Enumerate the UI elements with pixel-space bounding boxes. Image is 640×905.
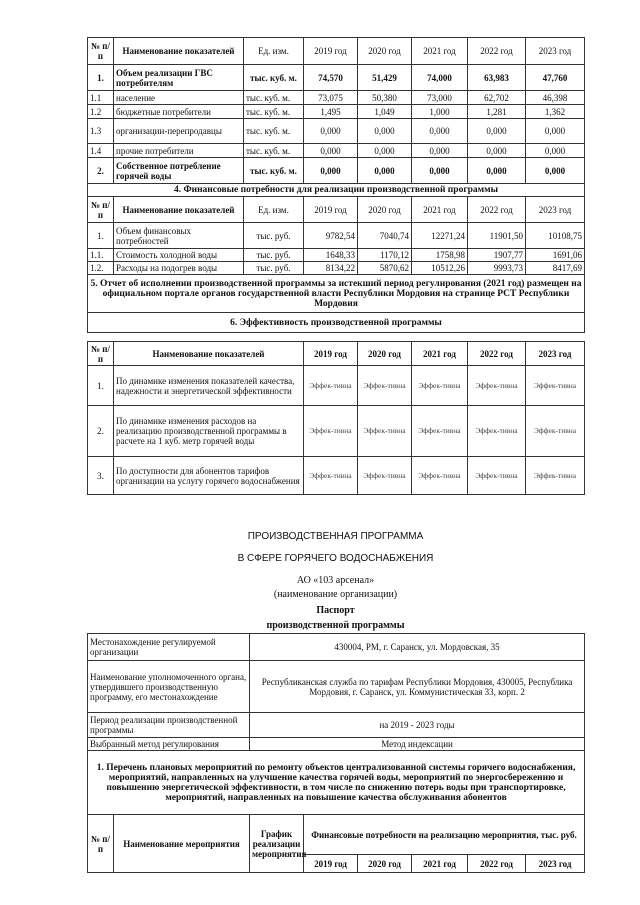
passport-value: Метод индексации xyxy=(250,738,585,751)
row-value: 11901,50 xyxy=(468,223,526,249)
col-2021: 2021 год xyxy=(412,342,468,366)
row-value: Эффек-тивна xyxy=(412,457,468,495)
table-row xyxy=(88,406,585,457)
row-num: 1. xyxy=(88,65,114,91)
passport-value: Республиканская служба по тарифам Республики Мордовия, 430005, Республика Мордовия, г. Саранск, ул. Коммунистическая 33, корп. 2 xyxy=(250,661,585,713)
program-title-1: ПРОИЗВОДСТВЕННАЯ ПРОГРАММА xyxy=(247,531,424,542)
table-row xyxy=(88,223,585,249)
row-value: 73,075 xyxy=(304,91,358,105)
row-value: 0,000 xyxy=(304,158,358,184)
col-num: № п/п xyxy=(88,38,114,65)
table-row xyxy=(88,366,585,406)
passport-key: Выбранный метод регулирования xyxy=(88,738,250,751)
col-2020: 2020 год xyxy=(358,855,412,873)
col-2020: 2020 год xyxy=(358,342,412,366)
section-1-title: 1. Перечень плановых мероприятий по ремонту объектов централизованной системы горячего водоснабжения, мероприятий, направленных на улучшение качества горячей воды, мероприятий по энергосбережению и повышению энергетической эффективности, в том числе по снижению потерь воды при транспортировке, мероприятий, направленных на повышение качества обслуживания абонентов xyxy=(88,751,585,815)
col-2022: 2022 год xyxy=(468,342,526,366)
table-row xyxy=(88,457,585,495)
section-6-title: 6. Эффективность производственной программы xyxy=(88,313,585,333)
table-row xyxy=(88,119,585,144)
table-row xyxy=(88,158,585,184)
efficiency-header-row xyxy=(88,342,585,366)
row-value: 0,000 xyxy=(304,119,358,144)
col-schedule: График реализации мероприятия xyxy=(250,815,304,873)
row-num: 2. xyxy=(88,406,114,457)
row-value: 1648,33 xyxy=(304,249,358,262)
row-value: Эффек-тивна xyxy=(468,406,526,457)
row-value: 7040,74 xyxy=(358,223,412,249)
col-2023: 2023 год xyxy=(526,38,585,65)
col-2023: 2023 год xyxy=(526,342,585,366)
col-unit: Ед. изм. xyxy=(244,38,304,65)
passport-key: Период реализации производственной программы xyxy=(88,713,250,738)
row-value: 0,000 xyxy=(358,144,412,158)
row-value: Эффек-тивна xyxy=(526,366,585,406)
table-row xyxy=(88,105,585,119)
row-value: 0,000 xyxy=(412,158,468,184)
row-name: По динамике изменения расходов на реализацию производственной программы в расчете на 1 куб. метр горячей воды xyxy=(114,406,304,457)
volume-table xyxy=(87,37,585,333)
row-value: 62,702 xyxy=(468,91,526,105)
finance-header-row xyxy=(88,197,585,223)
row-num: 1.3 xyxy=(88,119,114,144)
table-row xyxy=(88,65,585,91)
row-value: Эффек-тивна xyxy=(468,366,526,406)
row-value: 0,000 xyxy=(526,158,585,184)
row-value: 46,398 xyxy=(526,91,585,105)
col-2022: 2022 год xyxy=(468,855,526,873)
row-value: 74,000 xyxy=(412,65,468,91)
row-value: 1691,06 xyxy=(526,249,585,262)
row-value: 12271,24 xyxy=(412,223,468,249)
row-name: По динамике изменения показателей качества, надежности и энергетической эффективности xyxy=(114,366,304,406)
row-value: Эффек-тивна xyxy=(304,406,358,457)
measures-header-row xyxy=(88,815,585,855)
row-value: 1758,98 xyxy=(412,249,468,262)
row-value: 0,000 xyxy=(412,144,468,158)
row-value: 0,000 xyxy=(526,119,585,144)
row-value: Эффек-тивна xyxy=(468,457,526,495)
row-num: 1. xyxy=(88,223,114,249)
row-value: 8417,69 xyxy=(526,262,585,275)
col-2021: 2021 год xyxy=(412,38,468,65)
row-value: 1,362 xyxy=(526,105,585,119)
row-num: 1.2 xyxy=(88,105,114,119)
row-value: 47,760 xyxy=(526,65,585,91)
section-5-title: 5. Отчет об исполнении производственной программы за истекший период регулирования (2021 год) размещен на официальном портале органов государственной власти Республики Мордовия на странице РСТ Республики Мордовия xyxy=(88,275,585,313)
row-unit: тыс. руб. xyxy=(244,249,304,262)
row-value: 1907,77 xyxy=(468,249,526,262)
row-value: 1,049 xyxy=(358,105,412,119)
row-unit: тыс. куб. м. xyxy=(244,119,304,144)
section-5-row xyxy=(88,275,585,313)
row-value: 50,380 xyxy=(358,91,412,105)
row-value: 0,000 xyxy=(526,144,585,158)
row-value: Эффек-тивна xyxy=(358,406,412,457)
row-num: 3. xyxy=(88,457,114,495)
row-value: Эффек-тивна xyxy=(526,457,585,495)
table-row xyxy=(88,144,585,158)
col-2020: 2020 год xyxy=(358,197,412,223)
organization-name: АО «103 арсенал» xyxy=(296,575,375,586)
col-2019: 2019 год xyxy=(304,855,358,873)
row-value: 9993,73 xyxy=(468,262,526,275)
passport-row xyxy=(88,738,585,751)
col-measure-name: Наименование мероприятия xyxy=(114,815,250,873)
row-value: 0,000 xyxy=(412,119,468,144)
row-num: 1. xyxy=(88,366,114,406)
passport-title: Паспорт xyxy=(316,605,355,616)
row-num: 1.1 xyxy=(88,91,114,105)
row-num: 1.2. xyxy=(88,262,114,275)
row-name: население xyxy=(114,91,244,105)
row-value: 0,000 xyxy=(468,119,526,144)
row-value: 0,000 xyxy=(468,158,526,184)
program-title-2: В СФЕРЕ ГОРЯЧЕГО ВОДОСНАБЖЕНИЯ xyxy=(237,553,434,564)
passport-value: на 2019 - 2023 годы xyxy=(250,713,585,738)
passport-value: 430004, РМ, г. Саранск, ул. Мордовская, 35 xyxy=(250,634,585,661)
row-value: 10108,75 xyxy=(526,223,585,249)
row-value: 9782,54 xyxy=(304,223,358,249)
row-unit: тыс. куб. м. xyxy=(244,91,304,105)
passport-subtitle: производственной программы xyxy=(266,620,405,631)
col-name: Наименование показателей xyxy=(114,197,244,223)
row-num: 1.1. xyxy=(88,249,114,262)
volume-header-row xyxy=(88,38,585,65)
row-unit: тыс. куб. м. xyxy=(244,105,304,119)
col-name: Наименование показателей xyxy=(114,342,304,366)
row-name: организации-перепродавцы xyxy=(114,119,244,144)
section-4-title: 4. Финансовые потребности для реализации производственной программы xyxy=(88,184,585,197)
row-value: 10512,26 xyxy=(412,262,468,275)
organization-note: (наименование организации) xyxy=(273,589,398,600)
col-num: № п/п xyxy=(88,197,114,223)
row-value: Эффек-тивна xyxy=(526,406,585,457)
row-num: 2. xyxy=(88,158,114,184)
row-value: Эффек-тивна xyxy=(358,366,412,406)
col-2019: 2019 год xyxy=(304,197,358,223)
row-value: 8134,22 xyxy=(304,262,358,275)
section-1-row xyxy=(88,751,585,815)
row-value: Эффек-тивна xyxy=(304,457,358,495)
row-unit: тыс. руб. xyxy=(244,262,304,275)
col-2019: 2019 год xyxy=(304,38,358,65)
col-2019: 2019 год xyxy=(304,342,358,366)
row-value: 0,000 xyxy=(358,119,412,144)
row-value: 5870,62 xyxy=(358,262,412,275)
row-unit: тыс. куб. м. xyxy=(244,65,304,91)
row-name: прочие потребители xyxy=(114,144,244,158)
row-value: 1170,12 xyxy=(358,249,412,262)
col-2023: 2023 год xyxy=(526,855,585,873)
row-unit: тыс. куб. м. xyxy=(244,144,304,158)
row-name: По доступности для абонентов тарифов организации на услугу горячего водоснабжения xyxy=(114,457,304,495)
row-name: Расходы на подогрев воды xyxy=(114,262,244,275)
col-2021: 2021 год xyxy=(412,855,468,873)
row-value: 73,000 xyxy=(412,91,468,105)
row-unit: тыс. куб. м. xyxy=(244,158,304,184)
row-name: Объем реализации ГВС потребителям xyxy=(114,65,244,91)
row-value: 63,983 xyxy=(468,65,526,91)
row-value: 1,281 xyxy=(468,105,526,119)
row-value: 0,000 xyxy=(304,144,358,158)
passport-row xyxy=(88,713,585,738)
row-unit: тыс. руб. xyxy=(244,223,304,249)
col-2022: 2022 год xyxy=(468,38,526,65)
col-2020: 2020 год xyxy=(358,38,412,65)
col-num: № п/п xyxy=(88,342,114,366)
row-value: 74,570 xyxy=(304,65,358,91)
col-unit: Ед. изм. xyxy=(244,197,304,223)
row-name: Собственное потребление горячей воды xyxy=(114,158,244,184)
table-row xyxy=(88,262,585,275)
section-4-title-row xyxy=(88,184,585,197)
col-2023: 2023 год xyxy=(526,197,585,223)
passport-row xyxy=(88,634,585,661)
efficiency-table xyxy=(87,341,585,495)
row-value: Эффек-тивна xyxy=(412,406,468,457)
row-value: 1,000 xyxy=(412,105,468,119)
row-value: Эффек-тивна xyxy=(358,457,412,495)
row-value: 0,000 xyxy=(358,158,412,184)
col-finance: Финансовые потребности на реализацию мероприятия, тыс. руб. xyxy=(304,815,585,855)
passport-row xyxy=(88,661,585,713)
row-name: Объем финансовых потребностей xyxy=(114,223,244,249)
section-6-row xyxy=(88,313,585,333)
passport-table xyxy=(87,633,585,873)
row-value: Эффек-тивна xyxy=(412,366,468,406)
row-value: Эффек-тивна xyxy=(304,366,358,406)
row-value: 51,429 xyxy=(358,65,412,91)
table-row xyxy=(88,249,585,262)
col-2021: 2021 год xyxy=(412,197,468,223)
row-value: 0,000 xyxy=(468,144,526,158)
col-2022: 2022 год xyxy=(468,197,526,223)
row-value: 1,495 xyxy=(304,105,358,119)
passport-key: Наименование уполномоченного органа, утвердившего производственную программу, его местонахождение xyxy=(88,661,250,713)
passport-key: Местонахождение регулируемой организации xyxy=(88,634,250,661)
row-num: 1.4 xyxy=(88,144,114,158)
col-name: Наименование показателей xyxy=(114,38,244,65)
col-num: № п/п xyxy=(88,815,114,873)
table-row xyxy=(88,91,585,105)
row-name: бюджетные потребители xyxy=(114,105,244,119)
row-name: Стоимость холодной воды xyxy=(114,249,244,262)
